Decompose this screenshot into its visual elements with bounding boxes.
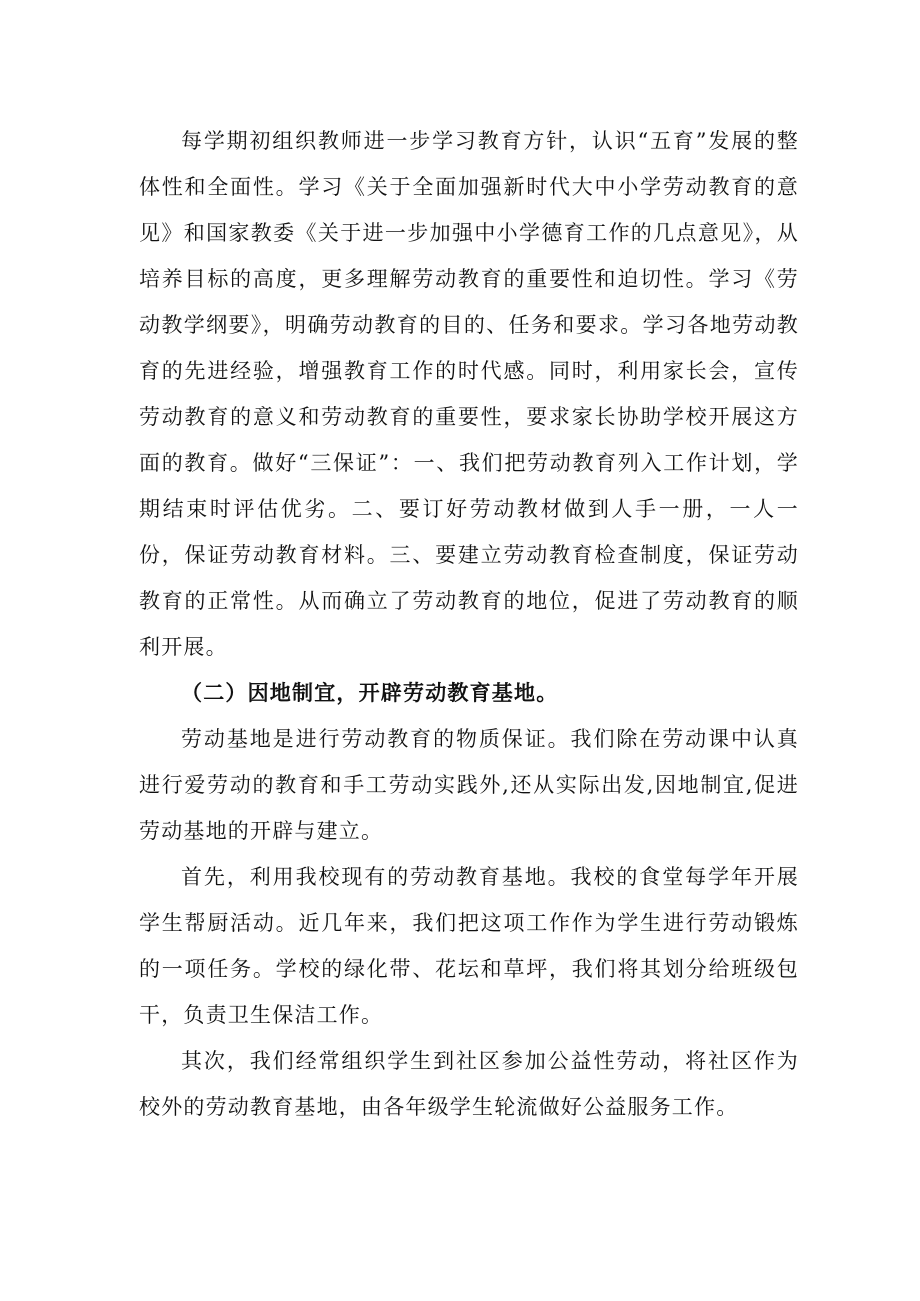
paragraph-labor-base-intro: 劳动基地是进行劳动教育的物质保证。我们除在劳动课中认真进行爱劳动的教育和手工劳动实践外,还从实际出发,因地制宜,促进劳动基地的开辟与建立。	[139, 727, 799, 843]
paragraph-curriculum-study: 每学期初组织教师进一步学习教育方针，认识“五育”发展的整体性和全面性。学习《关于全面加强新时代大中小学劳动教育的意见》和国家教委《关于进一步加强中小学德育工作的几点意见》，从培养目标的高度，更多理解劳动教育的重要性和迫切性。学习《劳动教学纲要》，明确劳动教育的目的、任务和要求。学习各地劳动教育的先进经验，增强教育工作的时代感。同时，利用家长会，宣传劳动教育的意义和劳动教育的重要性，要求家长协助学校开展这方面的教育。做好“三保证”：一、我们把劳动教育列入工作计划，学期结束时评估优劣。二、要订好劳动教材做到人手一册，一人一份，保证劳动教育材料。三、要建立劳动教育检查制度，保证劳动教育的正常性。从而确立了劳动教育的地位，促进了劳动教育的顺利开展。	[139, 129, 799, 659]
paragraph-community-base: 其次，我们经常组织学生到社区参加公益性劳动，将社区作为校外的劳动教育基地，由各年级学生轮流做好公益服务工作。	[139, 1049, 799, 1119]
document-body	[139, 118, 799, 1130]
paragraph-school-base: 首先，利用我校现有的劳动教育基地。我校的食堂每学年开展学生帮厨活动。近几年来，我们把这项工作作为学生进行劳动锻炼的一项任务。学校的绿化带、花坛和草坪，我们将其划分给班级包干，负责卫生保洁工作。	[139, 865, 799, 1027]
section-heading-labor-base: （二）因地制宜，开辟劳动教育基地。	[181, 681, 559, 705]
